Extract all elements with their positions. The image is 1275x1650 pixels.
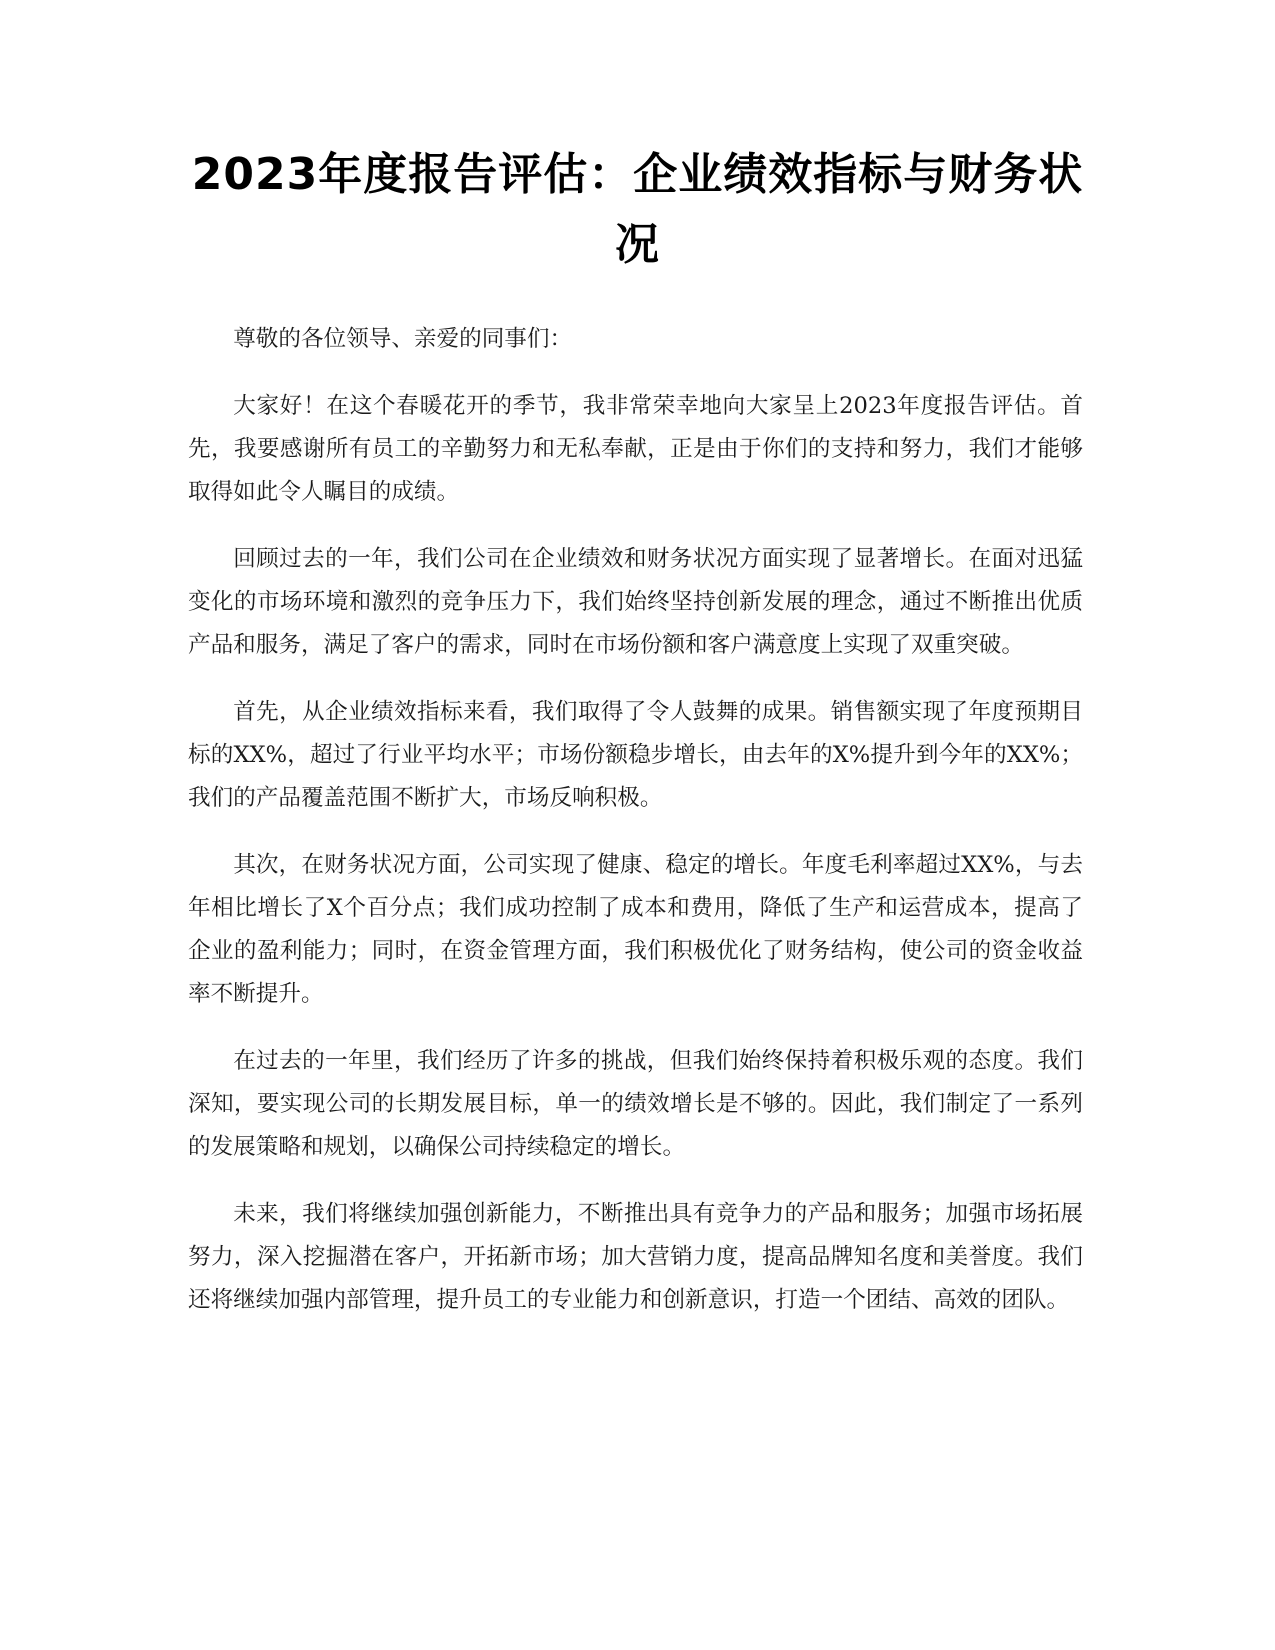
paragraph-performance: 首先，从企业绩效指标来看，我们取得了令人鼓舞的成果。销售额实现了年度预期目标的XX%，超过了行业平均水平；市场份额稳步增长，由去年的X%提升到今年的XX%；我们的产品覆盖范围不断扩大，市场反响积极。 (188, 699, 1083, 811)
paragraph-salutation: 尊敬的各位领导、亲爱的同事们： (233, 326, 573, 352)
document-body (188, 318, 1083, 1346)
paragraph-finance: 其次，在财务状况方面，公司实现了健康、稳定的增长。年度毛利率超过XX%，与去年相比增长了X个百分点；我们成功控制了成本和费用，降低了生产和运营成本，提高了企业的盈利能力；同时，在资金管理方面，我们积极优化了财务结构，使公司的资金收益率不断提升。 (188, 852, 1083, 1007)
paragraph-challenges: 在过去的一年里，我们经历了许多的挑战，但我们始终保持着积极乐观的态度。我们深知，要实现公司的长期发展目标，单一的绩效增长是不够的。因此，我们制定了一系列的发展策略和规划，以确保公司持续稳定的增长。 (188, 1048, 1083, 1160)
paragraph-review: 回顾过去的一年，我们公司在企业绩效和财务状况方面实现了显著增长。在面对迅猛变化的市场环境和激烈的竞争压力下，我们始终坚持创新发展的理念，通过不断推出优质产品和服务，满足了客户的需求，同时在市场份额和客户满意度上实现了双重突破。 (188, 546, 1083, 658)
paragraph-greeting: 大家好！在这个春暖花开的季节，我非常荣幸地向大家呈上2023年度报告评估。首先，我要感谢所有员工的辛勤努力和无私奉献，正是由于你们的支持和努力，我们才能够取得如此令人瞩目的成绩。 (188, 393, 1083, 505)
paragraph-future: 未来，我们将继续加强创新能力，不断推出具有竞争力的产品和服务；加强市场拓展努力，深入挖掘潜在客户，开拓新市场；加大营销力度，提高品牌知名度和美誉度。我们还将继续加强内部管理，提升员工的专业能力和创新意识，打造一个团结、高效的团队。 (188, 1201, 1083, 1313)
document-title: 2023年度报告评估：企业绩效指标与财务状况 (191, 149, 1084, 270)
